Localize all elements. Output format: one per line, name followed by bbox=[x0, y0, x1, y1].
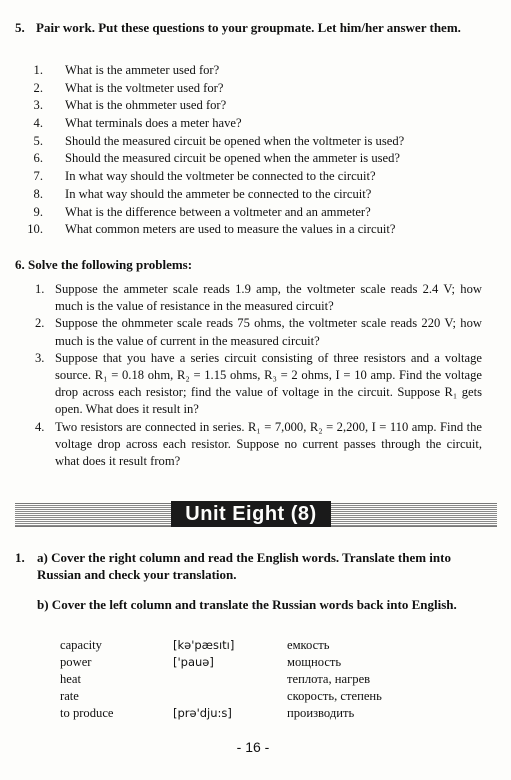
question-text: Should the measured circuit be opened when the voltmeter is used? bbox=[65, 133, 405, 148]
item-number: 1. bbox=[35, 282, 45, 296]
list-item bbox=[35, 115, 495, 133]
section-5-number: 5. bbox=[15, 20, 25, 35]
list-item bbox=[35, 281, 482, 315]
list-item bbox=[35, 350, 482, 419]
russian-word: производить bbox=[287, 706, 355, 720]
section-6-heading: 6. Solve the following problems: bbox=[15, 257, 193, 272]
vocab-row bbox=[60, 671, 480, 688]
exercise-1-part-b: b) Cover the left column and translate the Russian words back into English. bbox=[37, 597, 457, 612]
question-text: Should the measured circuit be opened when the ammeter is used? bbox=[65, 151, 401, 166]
problem-text: Suppose the ammeter scale reads 1.9 amp, the voltmeter scale reads 2.4 V; how much is the value of resistance in the measured circuit? bbox=[55, 282, 482, 314]
list-item bbox=[35, 80, 495, 98]
vocabulary-table bbox=[60, 637, 480, 722]
problem-text: Suppose that you have a series circuit consisting of three resistors and a voltage source. R₁ = 0.18 ohm, R₂ = 1.15 ohms, R₃ = 2 ohms, I = 10 amp. Find the voltage drop across each resistor; find the value of voltage in the circuit. Suppose R₁ gets open. What does it result in? bbox=[55, 350, 482, 417]
vocab-row bbox=[60, 637, 480, 654]
section-5-heading bbox=[15, 19, 493, 36]
item-number: 2. bbox=[35, 316, 45, 331]
english-word: to produce bbox=[60, 706, 114, 720]
list-item bbox=[35, 150, 495, 168]
item-number: 6. bbox=[33, 151, 43, 166]
section-5-heading-text: Pair work. Put these questions to your groupmate. Let him/her answer them. bbox=[36, 20, 461, 35]
question-text: In what way should the ammeter be connected to the circuit? bbox=[65, 186, 372, 201]
list-item bbox=[35, 186, 495, 204]
question-text: In what way should the voltmeter be connected to the circuit? bbox=[65, 169, 376, 184]
list-item bbox=[35, 419, 482, 471]
transcription: [prə'dju:s] bbox=[173, 706, 232, 720]
vocab-row bbox=[60, 688, 480, 705]
item-number: 7. bbox=[33, 169, 43, 184]
list-item bbox=[35, 315, 482, 349]
english-word: heat bbox=[60, 672, 81, 686]
english-word: power bbox=[60, 655, 92, 669]
problem-list bbox=[35, 281, 482, 470]
vocab-row bbox=[60, 705, 480, 722]
question-text: What is the voltmeter used for? bbox=[65, 80, 224, 95]
item-number: 9. bbox=[33, 204, 43, 219]
list-item bbox=[35, 168, 495, 186]
list-item bbox=[35, 204, 495, 222]
item-number: 5. bbox=[33, 133, 43, 148]
page-number: - 16 - bbox=[236, 739, 270, 755]
list-item bbox=[27, 221, 495, 239]
item-number: 3. bbox=[35, 350, 45, 365]
question-list bbox=[27, 62, 495, 239]
item-number: 3. bbox=[33, 98, 43, 113]
russian-word: мощность bbox=[287, 655, 342, 669]
question-text: What common meters are used to measure the values in a circuit? bbox=[65, 222, 396, 237]
transcription: ['pauə] bbox=[173, 655, 214, 669]
problem-text: Suppose the ohmmeter scale reads 75 ohms, the voltmeter scale reads 220 V; how much is the value of current in the measured circuit? bbox=[55, 316, 482, 348]
list-item bbox=[35, 97, 495, 115]
list-item bbox=[35, 133, 495, 151]
russian-word: емкость bbox=[287, 638, 330, 652]
item-number: 4. bbox=[33, 116, 43, 131]
item-number: 10. bbox=[27, 222, 43, 237]
item-number: 8. bbox=[33, 186, 43, 201]
exercise-1-part-a bbox=[15, 549, 495, 583]
vocab-row bbox=[60, 654, 480, 671]
question-text: What is the ohmmeter used for? bbox=[65, 98, 227, 113]
english-word: capacity bbox=[60, 638, 102, 652]
item-number: 2. bbox=[33, 80, 43, 95]
problem-text: Two resistors are connected in series. R₁ = 7,000, R₂ = 2,200, I = 110 amp. Find the voltage drop across each resistor. Suppose no current passes through the circuit, what does it result from? bbox=[55, 419, 482, 469]
item-number: 4. bbox=[35, 419, 45, 434]
exercise-number: 1. bbox=[15, 550, 25, 565]
unit-title: Unit Eight (8) bbox=[171, 501, 331, 527]
russian-word: скорость, степень bbox=[287, 689, 382, 703]
transcription: [kə'pæsıtı] bbox=[173, 638, 235, 652]
question-text: What is the difference between a voltmeter and an ammeter? bbox=[65, 204, 371, 219]
item-number: 1. bbox=[33, 63, 43, 77]
english-word: rate bbox=[60, 689, 79, 703]
question-text: What is the ammeter used for? bbox=[65, 63, 220, 77]
russian-word: теплота, нагрев bbox=[287, 672, 371, 686]
list-item bbox=[35, 62, 495, 80]
exercise-1a-text: a) Cover the right column and read the English words. Translate them into Russian and check your translation. bbox=[37, 550, 451, 582]
question-text: What terminals does a meter have? bbox=[65, 116, 242, 131]
